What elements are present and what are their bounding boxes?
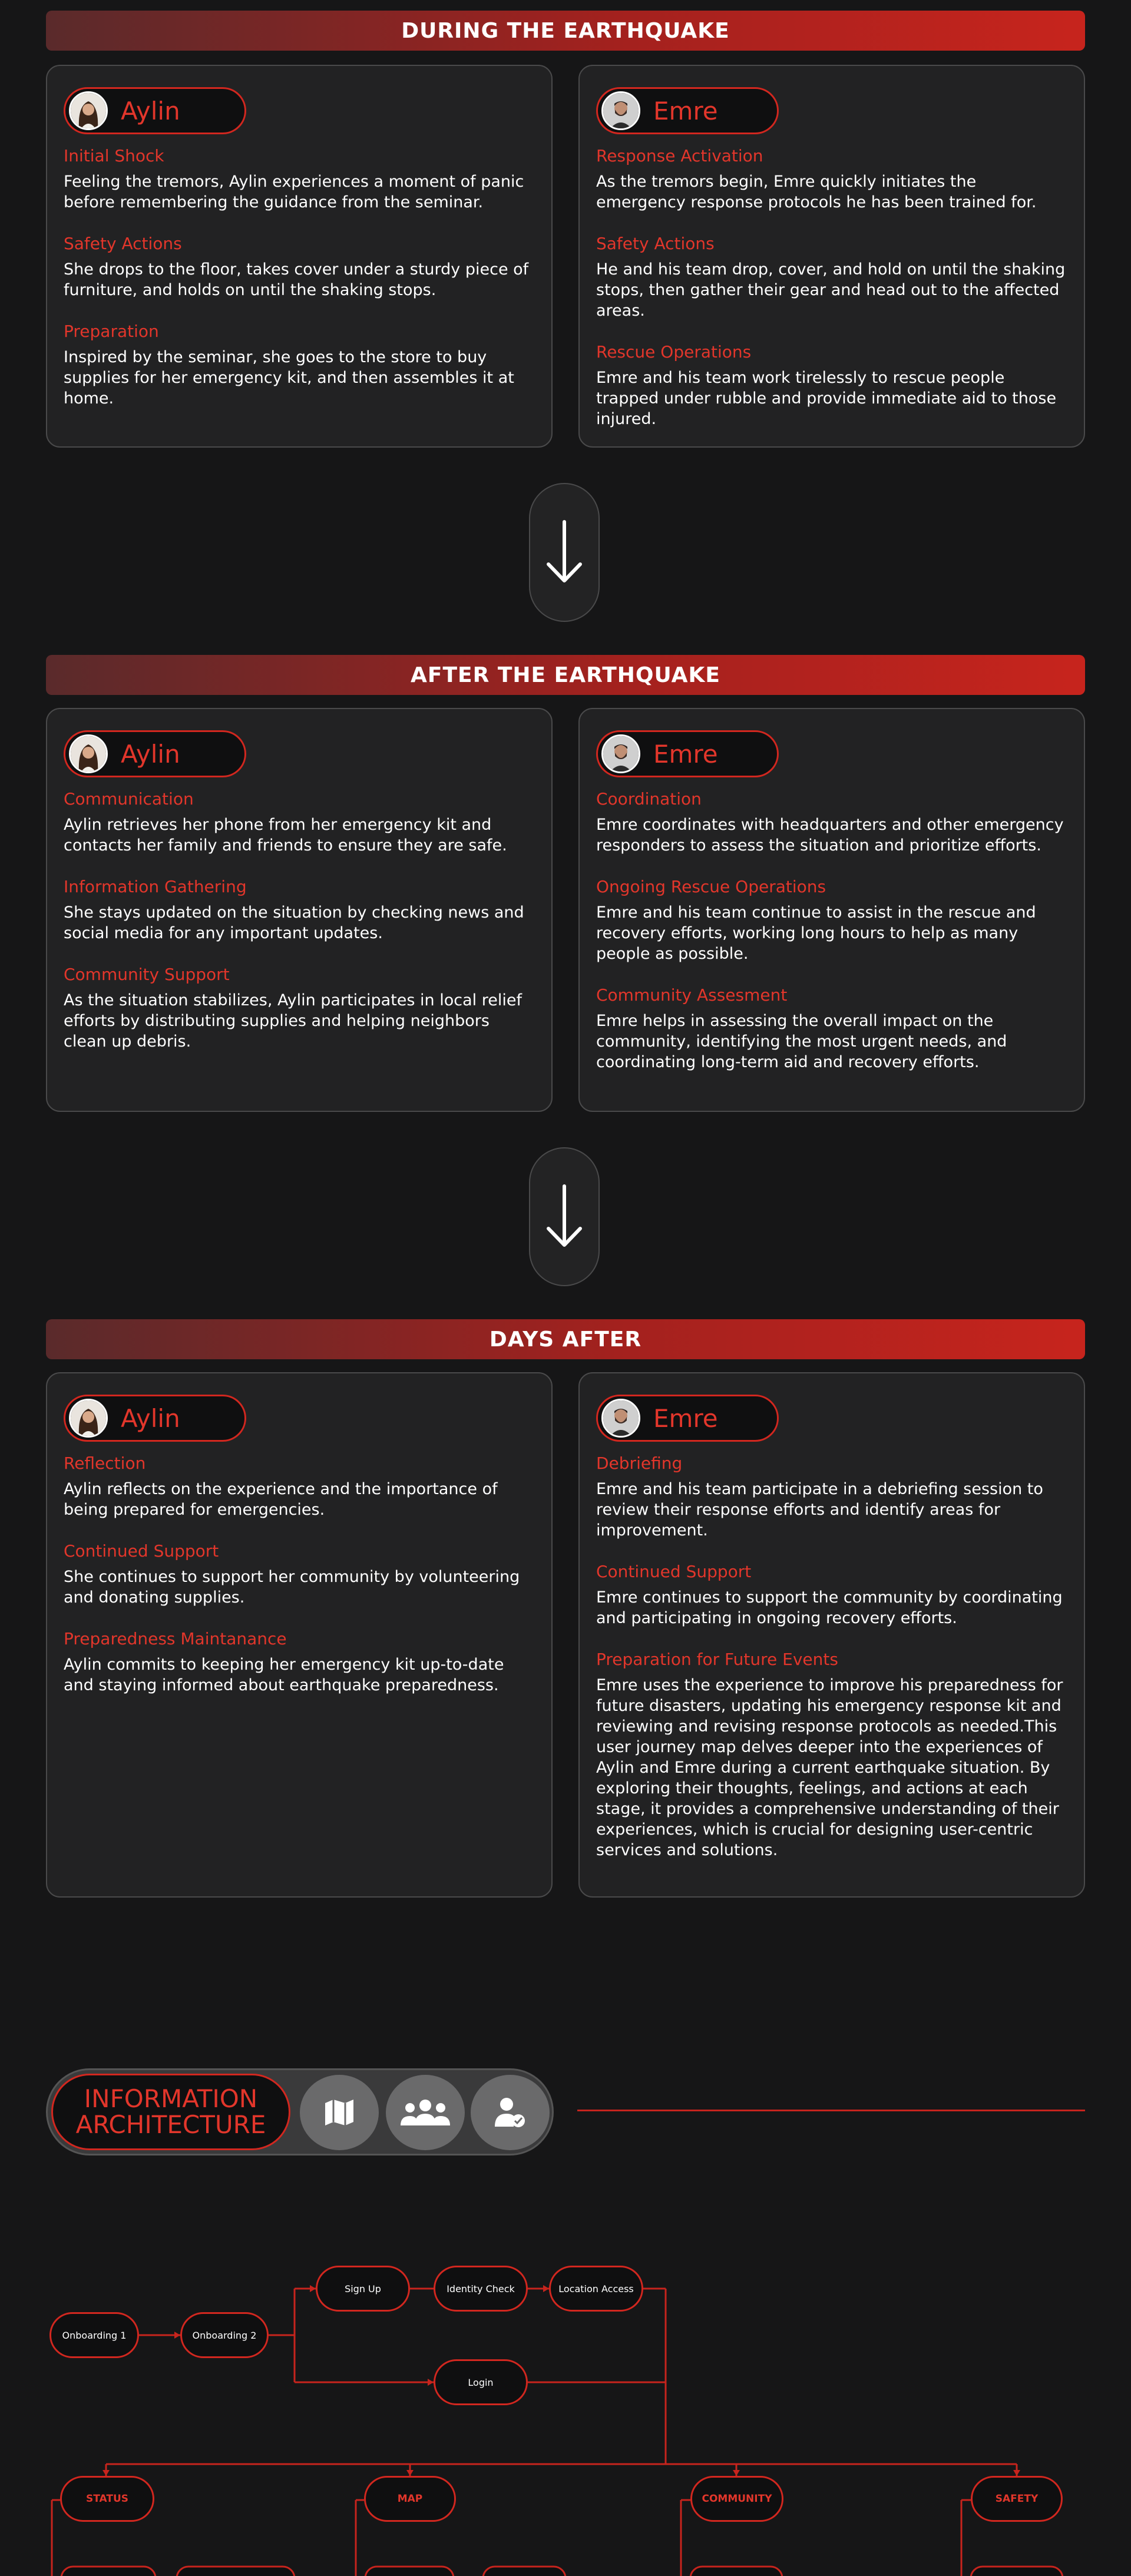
step-title: Community Support [64, 965, 230, 984]
step-title: Safety Actions [64, 234, 182, 253]
step-text: Emre coordinates with headquarters and other emergency responders to assess the situation and prioritize efforts. [596, 816, 1064, 855]
step-text: Emre and his team continue to assist in the rescue and recovery efforts, working long hours to help as many people as possible. [596, 903, 1036, 963]
node-login: Login [434, 2359, 528, 2405]
step-text: Feeling the tremors, Aylin experiences a moment of panic before remembering the guidance from the seminar. [64, 173, 524, 211]
node-identity-check: Identity Check [434, 2266, 528, 2312]
step-title: Preparation [64, 322, 159, 341]
step-title: Reflection [64, 1453, 146, 1473]
node-onboarding-1: Onboarding 1 [49, 2312, 139, 2358]
step-text: Inspired by the seminar, she goes to the store to buy supplies for her emergency kit, and then assembles it at home. [64, 348, 514, 408]
node-status: STATUS [60, 2476, 154, 2522]
step-text: Emre and his team work tirelessly to rescue people trapped under rubble and provide immediate aid to those injured. [596, 369, 1057, 428]
node-location-access: Location Access [549, 2266, 643, 2312]
step-text: He and his team drop, cover, and hold on until the shaking stops, then gather their gear and head out to the affected areas. [596, 260, 1066, 320]
step-title: Response Activation [596, 146, 763, 165]
step-title: Debriefing [596, 1453, 683, 1473]
persona-name: Emre [653, 96, 718, 125]
step-title: Communication [64, 789, 194, 809]
step-title: Ongoing Rescue Operations [596, 877, 826, 896]
step-text: Aylin reflects on the experience and the importance of being prepared for emergencies. [64, 1480, 498, 1519]
step-text: As the tremors begin, Emre quickly initiates the emergency response protocols he has been trained for. [596, 173, 1037, 211]
phase-title-during: DURING THE EARTHQUAKE [46, 11, 1085, 51]
persona-name: Aylin [121, 1403, 180, 1433]
step-text: Emre continues to support the community by coordinating and participating in ongoing recovery efforts. [596, 1588, 1063, 1627]
step-title: Continued Support [64, 1541, 219, 1561]
step-text: As the situation stabilizes, Aylin participates in local relief efforts by distributing supplies and helping neighbors clean up debris. [64, 991, 522, 1051]
step-title: Preparation for Future Events [596, 1650, 838, 1669]
step-title: Preparedness Maintanance [64, 1629, 287, 1648]
persona-name: Emre [653, 1403, 718, 1433]
node-sign-up: Sign Up [316, 2266, 410, 2312]
node-map: MAP [364, 2476, 456, 2522]
node-community: COMMUNITY [690, 2476, 783, 2522]
step-text: Emre and his team participate in a debriefing session to review their response efforts and identify areas for improvement. [596, 1480, 1043, 1539]
step-text: Aylin retrieves her phone from her emergency kit and contacts her family and friends to ensure they are safe. [64, 816, 507, 855]
node-safety: SAFETY [971, 2476, 1063, 2522]
step-text: She drops to the floor, takes cover under a sturdy piece of furniture, and holds on until the shaking stops. [64, 260, 529, 299]
step-text: She continues to support her community by volunteering and donating supplies. [64, 1568, 520, 1607]
persona-name: Aylin [121, 739, 180, 769]
step-text: She stays updated on the situation by checking news and social media for any important updates. [64, 903, 524, 942]
step-text: Emre uses the experience to improve his preparedness for future disasters, updating his emergency response kit and reviewing and revising response protocols as needed.This user journey map delves deeper into the experiences of Aylin and Emre during a current earthquake situation. By exploring their thoughts, feelings, and actions at each stage, it provides a comprehensive understanding of their experiences, which is crucial for designing user-centric services and solutions. [596, 1676, 1063, 1859]
step-title: Safety Actions [596, 234, 715, 253]
phase-title-days-after: DAYS AFTER [46, 1319, 1085, 1359]
node-onboarding-2: Onboarding 2 [180, 2312, 269, 2358]
step-text: Aylin commits to keeping her emergency kit up-to-date and staying informed about earthquake preparedness. [64, 1655, 504, 1694]
phase-title-after: AFTER THE EARTHQUAKE [46, 655, 1085, 695]
step-title: Coordination [596, 789, 702, 809]
step-title: Continued Support [596, 1562, 752, 1581]
step-text: Emre helps in assessing the overall impact on the community, identifying the most urgent needs, and coordinating long-term aid and recovery efforts. [596, 1012, 1007, 1071]
step-title: Initial Shock [64, 146, 164, 165]
step-title: Rescue Operations [596, 342, 752, 362]
ia-title-line2: ARCHITECTURE [75, 2110, 266, 2139]
step-title: Information Gathering [64, 877, 247, 896]
step-title: Community Assesment [596, 985, 788, 1005]
persona-name: Aylin [121, 96, 180, 125]
persona-name: Emre [653, 739, 718, 769]
ia-title-line1: INFORMATION [84, 2084, 258, 2113]
